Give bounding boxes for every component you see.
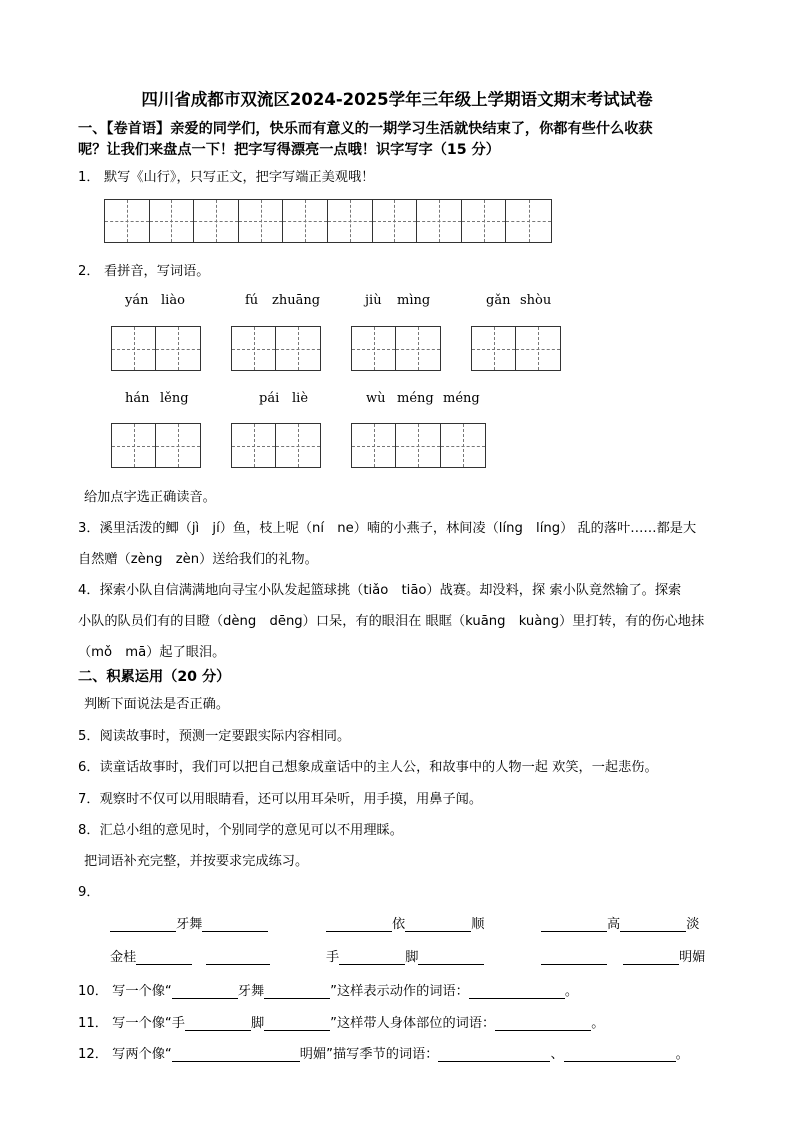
q10-number: 10． bbox=[78, 984, 108, 999]
answer-blank[interactable] bbox=[172, 1047, 300, 1062]
q8-text: 8．汇总小组的意见时，个别同学的意见可以不用理睬。 bbox=[78, 823, 403, 838]
pinyin-syllable: liào bbox=[161, 293, 185, 308]
q4-line1: 4．探索小队自信满满地向寻宝小队发起篮球挑（tiǎo tiāo）战赛。却没料，探 索小队竟然输了。探索 bbox=[78, 583, 682, 598]
q11-post: ”这样带人身体部位的词语： bbox=[330, 1016, 496, 1031]
answer-blank[interactable] bbox=[172, 984, 238, 999]
pinyin-syllable: pái bbox=[259, 391, 280, 406]
q9-item-2 bbox=[326, 913, 484, 932]
q9-item-5 bbox=[326, 946, 484, 965]
pinyin-syllable: lěng bbox=[160, 391, 189, 406]
word-part: 淡 bbox=[686, 917, 700, 932]
q12-number: 12． bbox=[78, 1047, 108, 1062]
q10 bbox=[78, 980, 578, 999]
answer-blank[interactable] bbox=[405, 917, 471, 932]
pinyin-answer-grid[interactable] bbox=[231, 326, 321, 371]
answer-blank[interactable] bbox=[326, 917, 392, 932]
grid-cell[interactable] bbox=[239, 200, 284, 242]
pinyin-syllable: méng bbox=[443, 391, 480, 406]
pinyin-answer-grid[interactable] bbox=[111, 326, 201, 371]
answer-blank[interactable] bbox=[264, 984, 330, 999]
word-part: 脚 bbox=[405, 950, 419, 965]
grid-cell[interactable] bbox=[328, 200, 373, 242]
word-part: 牙舞 bbox=[176, 917, 203, 932]
answer-blank[interactable] bbox=[202, 917, 268, 932]
q1-text: 默写《山行》，只写正文，把字写端正美观哦！ bbox=[104, 170, 375, 185]
q9-item-3 bbox=[541, 913, 699, 932]
grid-cell[interactable] bbox=[373, 200, 418, 242]
pinyin-answer-grid[interactable] bbox=[351, 423, 486, 468]
q12-end: 。 bbox=[675, 1047, 689, 1062]
q10-post: ”这样表示动作的词语： bbox=[330, 984, 469, 999]
q7-text: 7．观察时不仅可以用眼睛看，还可以用耳朵听，用手摸，用鼻子闻。 bbox=[78, 792, 483, 807]
q1-number: 1． bbox=[78, 170, 100, 185]
answer-blank[interactable] bbox=[541, 917, 607, 932]
pinyin-syllable: fú bbox=[245, 293, 259, 308]
pinyin-answer-grid[interactable] bbox=[111, 423, 201, 468]
grid-cell[interactable] bbox=[417, 200, 462, 242]
pinyin-answer-grid[interactable] bbox=[471, 326, 561, 371]
q4-line2: 小队的队员们有的目瞪（dèng dēng）口呆，有的眼泪在 眼眶（kuāng kuàng）里打转，有的伤心地抹 bbox=[78, 614, 705, 629]
grid-cell[interactable] bbox=[462, 200, 507, 242]
grid-cell[interactable] bbox=[506, 200, 551, 242]
answer-blank[interactable] bbox=[264, 1016, 330, 1031]
pinyin-syllable: liè bbox=[292, 391, 309, 406]
answer-blank[interactable] bbox=[469, 984, 565, 999]
instruction-pronounce: 给加点字选正确读音。 bbox=[84, 490, 216, 505]
q3-line1: 3．溪里活泼的鲫（jì jí）鱼，枝上呢（ní ne）喃的小燕子，林间凌（líng líng） 乱的落叶……都是大 bbox=[78, 521, 697, 536]
pinyin-syllable: wù bbox=[366, 391, 386, 406]
grid-cell[interactable] bbox=[283, 200, 328, 242]
answer-blank[interactable] bbox=[418, 950, 484, 965]
q9-number: 9． bbox=[78, 885, 100, 900]
page-title: 四川省成都市双流区2024-2025学年三年级上学期语文期末考试试卷 bbox=[141, 90, 653, 109]
pinyin-syllable: mìng bbox=[397, 293, 431, 308]
instruction-judge: 判断下面说法是否正确。 bbox=[84, 697, 230, 712]
word-part: 高 bbox=[607, 917, 621, 932]
grid-cell[interactable] bbox=[194, 200, 239, 242]
instruction-complete: 把词语补充完整，并按要求完成练习。 bbox=[84, 854, 309, 869]
answer-blank[interactable] bbox=[206, 950, 270, 965]
q1-writing-grid[interactable] bbox=[104, 199, 552, 243]
q12-pre: 写两个像“ bbox=[112, 1047, 172, 1062]
answer-blank[interactable] bbox=[541, 950, 607, 965]
grid-cell[interactable] bbox=[105, 200, 150, 242]
word-part: 金桂 bbox=[110, 950, 137, 965]
q12 bbox=[78, 1043, 689, 1062]
q5-text: 5．阅读故事时，预测一定要跟实际内容相同。 bbox=[78, 729, 351, 744]
q4-line3: （mǒ mā）起了眼泪。 bbox=[78, 645, 226, 660]
pinyin-syllable: zhuāng bbox=[272, 293, 321, 308]
q11-number: 11． bbox=[78, 1016, 108, 1031]
answer-blank[interactable] bbox=[564, 1047, 676, 1062]
answer-blank[interactable] bbox=[495, 1016, 591, 1031]
answer-blank[interactable] bbox=[620, 917, 686, 932]
q2-text: 看拼音，写词语。 bbox=[104, 264, 210, 279]
q11-pre: 写一个像“手 bbox=[112, 1016, 185, 1031]
q12-separator: 、 bbox=[550, 1047, 564, 1062]
pinyin-syllable: méng bbox=[397, 391, 434, 406]
word-part: 顺 bbox=[471, 917, 485, 932]
q10-mid: 牙舞 bbox=[237, 984, 265, 999]
pinyin-syllable: yán bbox=[125, 293, 149, 308]
q6-text: 6．读童话故事时，我们可以把自己想象成童话中的主人公，和故事中的人物一起 欢笑，一起悲伤。 bbox=[78, 760, 658, 775]
answer-blank[interactable] bbox=[438, 1047, 550, 1062]
grid-cell[interactable] bbox=[150, 200, 195, 242]
pinyin-answer-grid[interactable] bbox=[351, 326, 441, 371]
word-part: 依 bbox=[392, 917, 406, 932]
answer-blank[interactable] bbox=[623, 950, 679, 965]
pinyin-syllable: gǎn bbox=[486, 293, 511, 308]
q12-post: 明媚”描写季节的词语： bbox=[299, 1047, 439, 1062]
word-part: 明媚 bbox=[679, 950, 706, 965]
pinyin-answer-grid[interactable] bbox=[231, 423, 321, 468]
answer-blank[interactable] bbox=[110, 917, 176, 932]
q11-mid: 脚 bbox=[250, 1016, 265, 1031]
answer-blank[interactable] bbox=[185, 1016, 251, 1031]
pinyin-syllable: jiù bbox=[365, 293, 382, 308]
section2-heading: 二、积累运用（20 分） bbox=[78, 669, 231, 685]
pinyin-syllable: shòu bbox=[520, 293, 552, 308]
q11-end: 。 bbox=[591, 1016, 605, 1031]
word-part: 手 bbox=[326, 950, 340, 965]
q9-item-4 bbox=[110, 946, 270, 965]
q9-item-1 bbox=[110, 913, 268, 932]
q10-pre: 写一个像“ bbox=[112, 984, 172, 999]
section1-heading-line2: 呢？让我们来盘点一下！把字写得漂亮一点哦！识字写字（15 分） bbox=[78, 142, 500, 158]
q3-line2: 自然赠（zèng zèn）送给我们的礼物。 bbox=[78, 552, 318, 567]
answer-blank[interactable] bbox=[136, 950, 192, 965]
q11 bbox=[78, 1012, 604, 1031]
q9-item-6 bbox=[541, 946, 705, 965]
pinyin-syllable: hán bbox=[125, 391, 150, 406]
answer-blank[interactable] bbox=[339, 950, 405, 965]
section1-heading-line1: 一、【卷首语】亲爱的同学们，快乐而有意义的一期学习生活就快结束了，你都有些什么收获 bbox=[78, 121, 653, 137]
q10-end: 。 bbox=[564, 984, 579, 999]
q2-number: 2． bbox=[78, 264, 100, 279]
